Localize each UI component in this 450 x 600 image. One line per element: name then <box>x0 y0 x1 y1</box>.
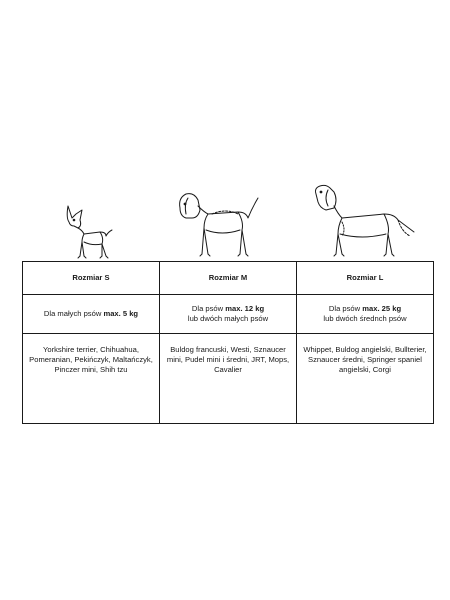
weight-line2: lub dwóch średnch psów <box>323 314 407 323</box>
dog-illustrations <box>0 0 450 262</box>
size-s-header: Rozmiar S <box>23 262 160 295</box>
chihuahua-icon <box>60 202 116 260</box>
weight-line2: lub dwóch małych psów <box>187 314 269 323</box>
weight-row <box>23 295 434 334</box>
size-s-breeds: Yorkshire terrier, Chihuahua, Pomeranian, Pekińczyk, Maltańczyk, Pinczer mini, Shih tzu <box>23 334 160 424</box>
size-m-weight <box>160 295 297 334</box>
size-l-header: Rozmiar L <box>297 262 434 295</box>
beagle-icon <box>174 190 260 260</box>
weight-prefix: Dla małych psów <box>43 309 104 318</box>
breeds-row <box>23 334 434 424</box>
weight-prefix: Dla psów <box>328 304 363 313</box>
size-l-breeds: Whippet, Buldog angielski, Bullterier, Sznaucer średni, Springer spaniel angielski, Corgi <box>297 334 434 424</box>
size-s-weight <box>23 295 160 334</box>
golden-retriever-icon <box>312 180 416 260</box>
weight-max: max. 12 kg <box>225 304 265 313</box>
weight-max: max. 25 kg <box>362 304 402 313</box>
size-l-weight <box>297 295 434 334</box>
size-m-breeds: Buldog francuski, Westi, Sznaucer mini, Pudel mini i średni, JRT, Mops, Cavalier <box>160 334 297 424</box>
size-table <box>22 261 434 424</box>
weight-prefix: Dla psów <box>191 304 226 313</box>
weight-max: max. 5 kg <box>103 309 139 318</box>
size-m-header: Rozmiar M <box>160 262 297 295</box>
header-row <box>23 262 434 295</box>
